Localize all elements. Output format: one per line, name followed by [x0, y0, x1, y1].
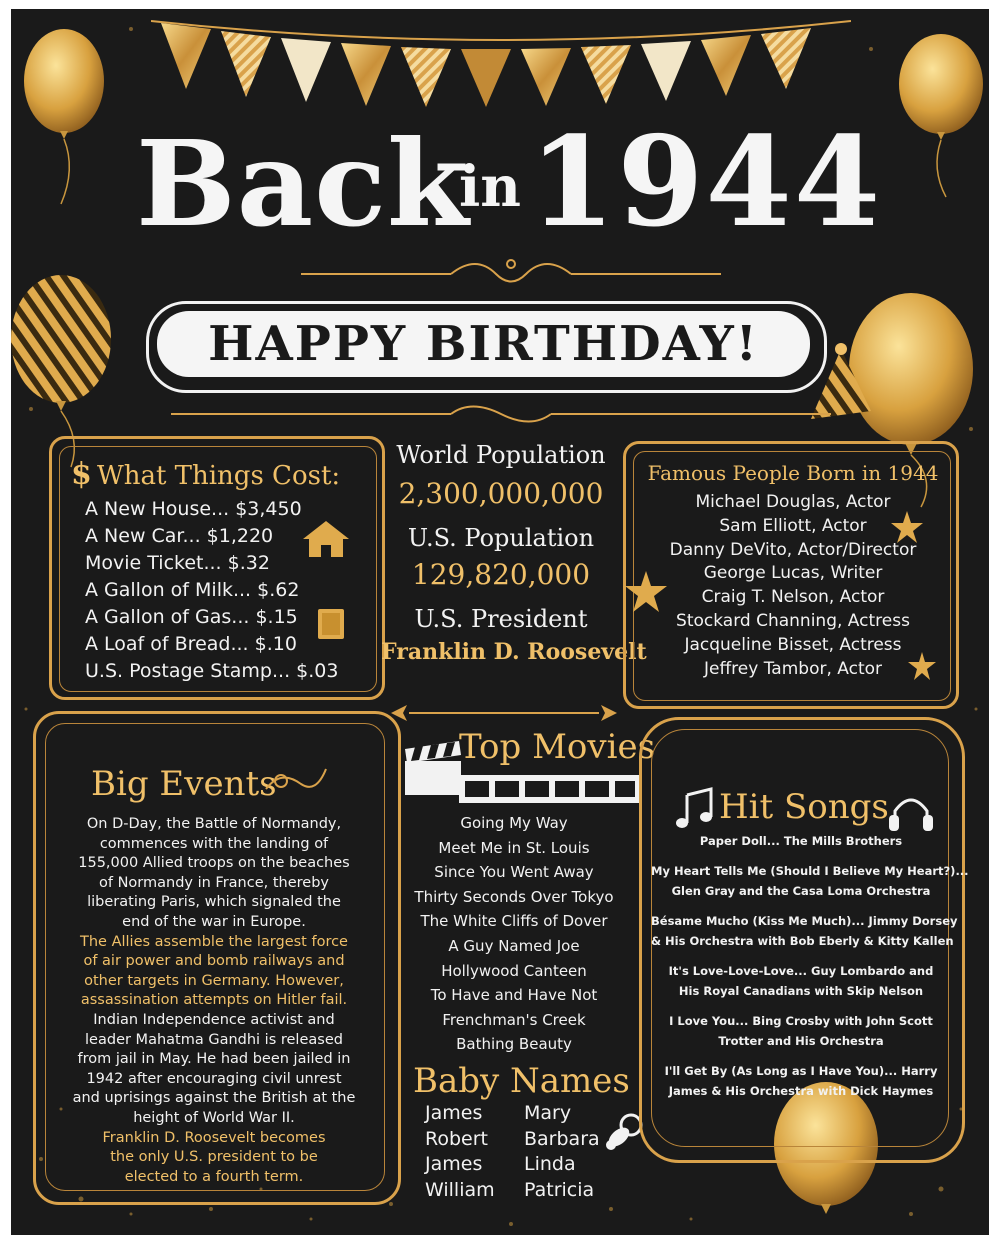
star-icon [889, 509, 925, 545]
event-line: 1942 after encouraging civil unrest [86, 1070, 342, 1087]
costs-section [71, 457, 371, 685]
event-line: On D-Day, the Battle of Normandy, [86, 816, 342, 832]
song-line: I Love You... Bing Crosby with John Scott [669, 1014, 933, 1028]
star-icon [623, 569, 669, 615]
song-item [651, 1011, 951, 1051]
us-president-value: Franklin D. Roosevelt [381, 639, 647, 665]
us-population-label: U.S. Population [407, 524, 595, 552]
song-line: James & His Orchestra with Dick Haymes [668, 1084, 934, 1098]
bunting-icon [151, 9, 851, 109]
baby-name-girl: Patricia [524, 1178, 595, 1201]
music-note-icon [673, 787, 717, 831]
song-line: & His Orchestra with Bob Eberly & Kitty Kallen [651, 934, 954, 948]
movie-item: The White Cliffs of Dover [420, 912, 608, 931]
baby-name-boy: Robert [425, 1127, 488, 1150]
event-paragraph [47, 933, 381, 1011]
event-line: of air power and bomb railways and [83, 953, 345, 970]
cost-item: A New Car... $1,220 [85, 525, 274, 547]
event-line: end of the war in Europe. [122, 913, 306, 930]
famous-person: Sam Elliott, Actor [719, 515, 867, 536]
stamp-icon [316, 607, 346, 641]
famous-person: George Lucas, Writer [703, 563, 883, 584]
movie-item: Meet Me in St. Louis [438, 838, 590, 857]
events-heading-row [91, 764, 381, 804]
stats-section [381, 441, 647, 665]
events-heading: Big Events [91, 764, 277, 804]
event-paragraph [47, 1011, 381, 1129]
balloon-icon [16, 19, 126, 209]
movie-item: Since You Went Away [434, 863, 594, 882]
title [111, 110, 891, 255]
movie-item: Going My Way [460, 814, 568, 832]
baby-boys-list [425, 1101, 525, 1203]
song-line: Trotter and His Orchestra [718, 1034, 884, 1048]
event-line: elected to a fourth term. [124, 1168, 304, 1185]
event-paragraph [47, 815, 381, 933]
song-line: My Heart Tells Me (Should I Believe My Heart?)... [651, 864, 969, 878]
movies-heading: Top Movies [459, 727, 656, 767]
title-year: 1944 [529, 110, 883, 255]
star-icon [907, 651, 937, 681]
poster [11, 9, 989, 1235]
song-item [651, 961, 951, 1001]
cost-item: A New House... $3,450 [85, 498, 302, 520]
event-line: Indian Independence activist and [93, 1011, 335, 1028]
movie-item: A Guy Named Joe [448, 936, 580, 955]
song-line: His Royal Canadians with Skip Nelson [678, 984, 924, 998]
famous-person: Jeffrey Tambor, Actor [704, 658, 882, 679]
quill-icon [261, 759, 331, 799]
event-line: assassination attempts on Hitler fail. [80, 992, 348, 1009]
cost-item: Movie Ticket... $.32 [85, 552, 270, 574]
movie-item: Bathing Beauty [456, 1035, 572, 1054]
event-line: from jail in May. He had been jailed in [77, 1051, 351, 1068]
us-population-value: 129,820,000 [411, 558, 591, 591]
cost-item: A Gallon of Milk... $.62 [85, 579, 300, 601]
song-line: Glen Gray and the Casa Loma Orchestra [671, 884, 931, 898]
song-line: I'll Get By (As Long as I Have You)... Harry [664, 1064, 938, 1078]
song-line: Bésame Mucho (Kiss Me Much)... Jimmy Dorsey [651, 914, 958, 928]
event-line: The Allies assemble the largest force [80, 933, 348, 950]
famous-person: Craig T. Nelson, Actor [701, 587, 885, 608]
title-back: Back [136, 114, 470, 253]
movie-item: To Have and Have Not [430, 986, 598, 1005]
event-line: and uprisings against the British at the [72, 1090, 356, 1107]
movies-list [403, 811, 625, 1057]
title-in: in [459, 154, 521, 220]
event-paragraph [47, 1129, 381, 1188]
birthday-text: HAPPY BIRTHDAY! [208, 316, 759, 372]
event-line: 155,000 Allied troops on the beaches [78, 855, 350, 872]
title-flourish [301, 254, 721, 294]
film-strip-icon [459, 769, 639, 809]
event-line: the only U.S. president to be [110, 1149, 318, 1166]
event-line: other targets in Germany. However, [84, 972, 344, 989]
house-icon [301, 519, 351, 559]
costs-heading: What Things Cost: [96, 461, 341, 491]
song-item [651, 911, 958, 951]
us-president-label: U.S. President [414, 605, 588, 633]
event-line: Franklin D. Roosevelt becomes [102, 1129, 326, 1146]
songs-heading: Hit Songs [719, 787, 889, 827]
famous-section [633, 461, 953, 681]
movie-item: Frenchman's Creek [442, 1010, 586, 1029]
event-line: height of World War II. [133, 1109, 295, 1126]
famous-person: Stockard Channing, Actress [676, 610, 910, 631]
famous-person: Jacqueline Bisset, Actress [684, 634, 902, 655]
famous-person: Danny DeVito, Actor/Director [669, 539, 917, 560]
baby-name-girl: Linda [524, 1153, 576, 1175]
divider-arrow [389, 703, 619, 723]
baby-name-girl: Barbara [524, 1127, 600, 1150]
event-line: commences with the landing of [99, 835, 329, 852]
song-item [651, 1061, 951, 1101]
cost-item: A Loaf of Bread... $.10 [85, 633, 297, 655]
headphones-icon [887, 789, 935, 835]
songs-list [651, 831, 969, 1111]
baby-heading: Baby Names [413, 1061, 630, 1101]
event-line: liberating Paris, which signaled the [87, 894, 341, 911]
balloon-icon [891, 29, 989, 199]
dollar-icon: $ [71, 457, 92, 492]
song-line: It's Love-Love-Love... Guy Lombardo and [668, 964, 934, 978]
song-item [651, 831, 951, 851]
cost-item: A Gallon of Gas... $.15 [85, 606, 298, 628]
world-population-label: World Population [396, 441, 606, 469]
song-line: Paper Doll... The Mills Brothers [699, 834, 903, 848]
famous-heading: Famous People Born in 1944 [647, 461, 939, 485]
banner-flourish [171, 399, 831, 429]
world-population-value: 2,300,000,000 [398, 477, 604, 510]
baby-name-girl: Mary [524, 1102, 572, 1124]
birthday-banner-fill [157, 311, 810, 377]
song-item [651, 861, 969, 901]
baby-name-boy: James [425, 1102, 483, 1124]
movie-item: Hollywood Canteen [441, 961, 587, 980]
famous-person: Michael Douglas, Actor [695, 492, 891, 512]
baby-name-boy: James [425, 1153, 483, 1175]
event-line: leader Mahatma Gandhi is released [85, 1031, 343, 1048]
cost-item: U.S. Postage Stamp... $.03 [85, 660, 339, 682]
event-line: of Normandy in France, thereby [98, 874, 329, 891]
events-body [47, 815, 381, 1187]
baby-name-boy: William [425, 1178, 495, 1201]
movie-item: Thirty Seconds Over Tokyo [414, 887, 614, 906]
